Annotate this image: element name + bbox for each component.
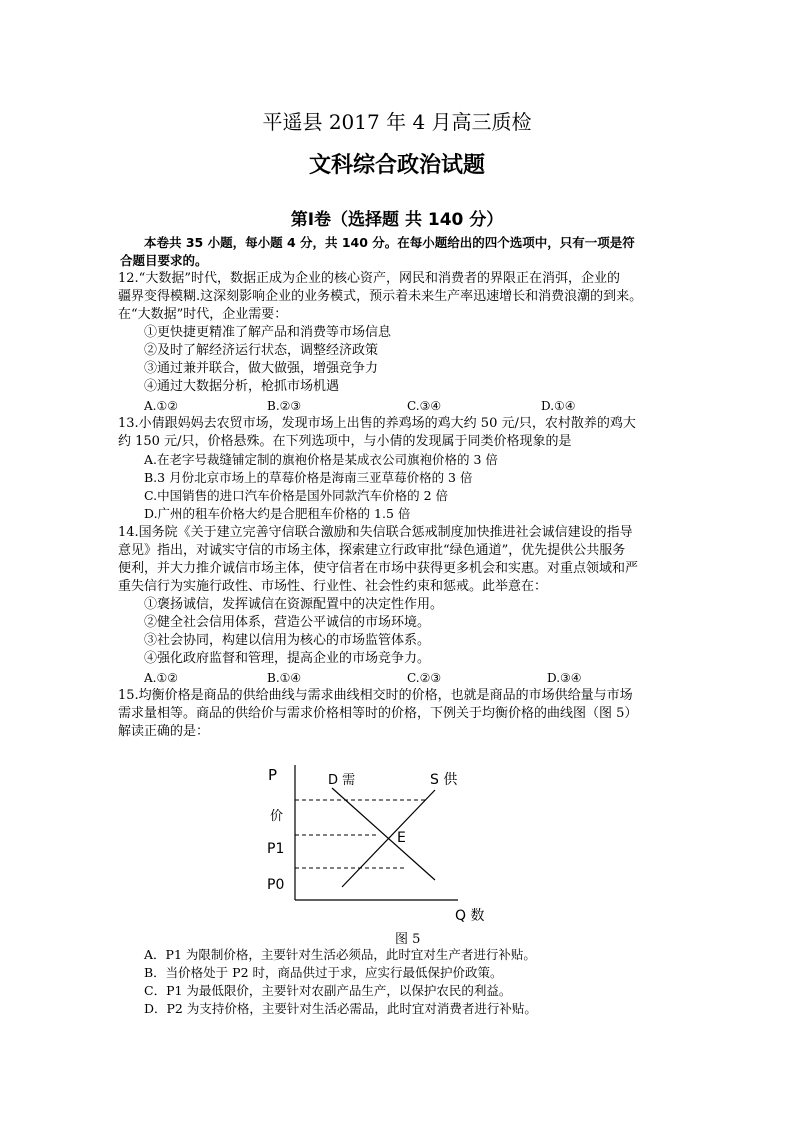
p0-label: P0 — [267, 877, 285, 893]
q15-option-a: A．P1 为限制价格，主要针对生活必须品，此时宜对生产者进行补贴。 — [144, 947, 536, 962]
supply-demand-figure — [260, 760, 500, 930]
q14-option-a: A.①② — [144, 671, 178, 685]
q13-option-b: B.3 月份北京市场上的草莓价格是海南三亚草莓价格的 3 倍 — [144, 470, 473, 485]
q12-statement-4: ④通过大数据分析，枪抓市场机遇 — [144, 379, 340, 394]
q14-line-1: 14.国务院《关于建立完善守信联合激励和失信联合惩戒制度加快推进社会诚信建设的指导 — [118, 525, 633, 540]
exam-title: 平遥县 2017 年 4 月高三质检 — [262, 110, 532, 134]
q14-option-b: B.①④ — [267, 671, 302, 685]
demand-curve — [332, 788, 435, 880]
supply-curve — [342, 790, 435, 887]
demand-label: D 需 — [328, 773, 356, 788]
q14-line-4: 重失信行为实施行政性、市场性、行业性、社会性约束和惩戒。此举意在： — [118, 579, 548, 594]
q12-line-1: 12.“大数据”时代，数据正成为企业的核心资产，网民和消费者的界限正在消弭，企业的 — [118, 271, 620, 286]
q13-option-c: C.中国销售的进口汽车价格是国外同款汽车价格的 2 倍 — [144, 488, 448, 503]
q12-option-d: D.①④ — [541, 399, 576, 413]
q15-option-c: C．P1 为最低限价，主要针对农副产品生产，以保护农民的利益。 — [144, 983, 512, 998]
q14-option-c: C.②③ — [407, 671, 442, 685]
q12-option-b: B.②③ — [267, 399, 302, 413]
q12-line-3: 在“大数据”时代，企业需要： — [118, 307, 288, 322]
instructions-line-2: 合题目要求的。 — [120, 253, 208, 268]
q14-statement-1: ①褒扬诚信，发挥诚信在资源配置中的决定性作用。 — [144, 597, 444, 612]
supply-label: S 供 — [430, 772, 458, 788]
q15-option-d: D．P2 为支持价格，主要针对生活必需品，此时宜对消费者进行补贴。 — [144, 1001, 537, 1016]
q12-statement-2: ②及时了解经济运行状态，调整经济政策 — [144, 343, 379, 358]
x-axis-label: Q 数 — [455, 908, 485, 924]
q14-line-2: 意见》指出，对诚实守信的市场主体，探索建立行政审批“绿色通道”，优先提供公共服务 — [118, 543, 626, 558]
p1-label: P1 — [267, 841, 285, 857]
exam-subtitle: 文科综合政治试题 — [308, 152, 485, 178]
q12-option-c: C.③④ — [407, 399, 442, 413]
section-heading: 第Ⅰ卷（选择题 共 140 分） — [290, 210, 504, 230]
q14-statement-4: ④强化政府监督和管理，提高企业的市场竞争力。 — [144, 651, 431, 666]
q12-line-2: 疆界变得模糊.这深刻影响企业的业务模式，预示着未来生产率迅速增长和消费浪潮的到来。 — [118, 289, 643, 304]
q13-line-1: 13.小倩跟妈妈去农贸市场，发现市场上出售的养鸡场的鸡大约 50 元/只，农村散养的鸡大 — [118, 416, 636, 431]
q14-statement-2: ②健全社会信用体系，营造公平诚信的市场环境。 — [144, 615, 431, 630]
equilibrium-label: E — [397, 830, 406, 846]
q15-line-1: 15.均衡价格是商品的供给曲线与需求曲线相交时的价格，也就是商品的市场供给量与市场 — [118, 688, 633, 703]
q13-option-d: D.广州的租车价格大约是合肥租车价格的 1.5 倍 — [144, 506, 411, 521]
q14-statement-3: ③社会协同，构建以信用为核心的市场监管体系。 — [144, 633, 431, 648]
q12-option-a: A.①② — [144, 399, 178, 413]
q12-statement-3: ③通过兼并联合，做大做强，增强竞争力 — [144, 361, 379, 376]
q14-line-3: 便利，并大力推介诚信市场主体，使守信者在市场中获得更多机会和实惠。对重点领域和严 — [118, 561, 639, 576]
y-axis-sub-label: 价 — [270, 809, 284, 824]
instructions-line-1: 本卷共 35 小题，每小题 4 分，共 140 分。在每小题给出的四个选项中，只有一项是符 — [144, 235, 635, 250]
figure-caption: 图 5 — [395, 932, 421, 947]
q12-statement-1: ①更快捷更精准了解产品和消费等市场信息 — [144, 325, 392, 340]
q15-option-b: B．当价格处于 P2 时，商品供过于求，应实行最低保护价政策。 — [144, 965, 503, 980]
q14-option-d: D.③④ — [547, 671, 582, 685]
q13-line-2: 约 150 元/只，价格悬殊。在下列选项中，与小倩的发现属于同类价格现象的是 — [118, 434, 572, 449]
q15-line-3: 解读正确的是： — [118, 724, 210, 739]
y-axis-label: P — [268, 766, 278, 784]
q13-option-a: A.在老字号裁缝铺定制的旗袍价格是某成衣公司旗袍价格的 3 倍 — [144, 452, 498, 467]
q15-line-2: 需求量相等。商品的供给价与需求价格相等时的价格，下例关于均衡价格的曲线图（图 5） — [118, 706, 638, 721]
